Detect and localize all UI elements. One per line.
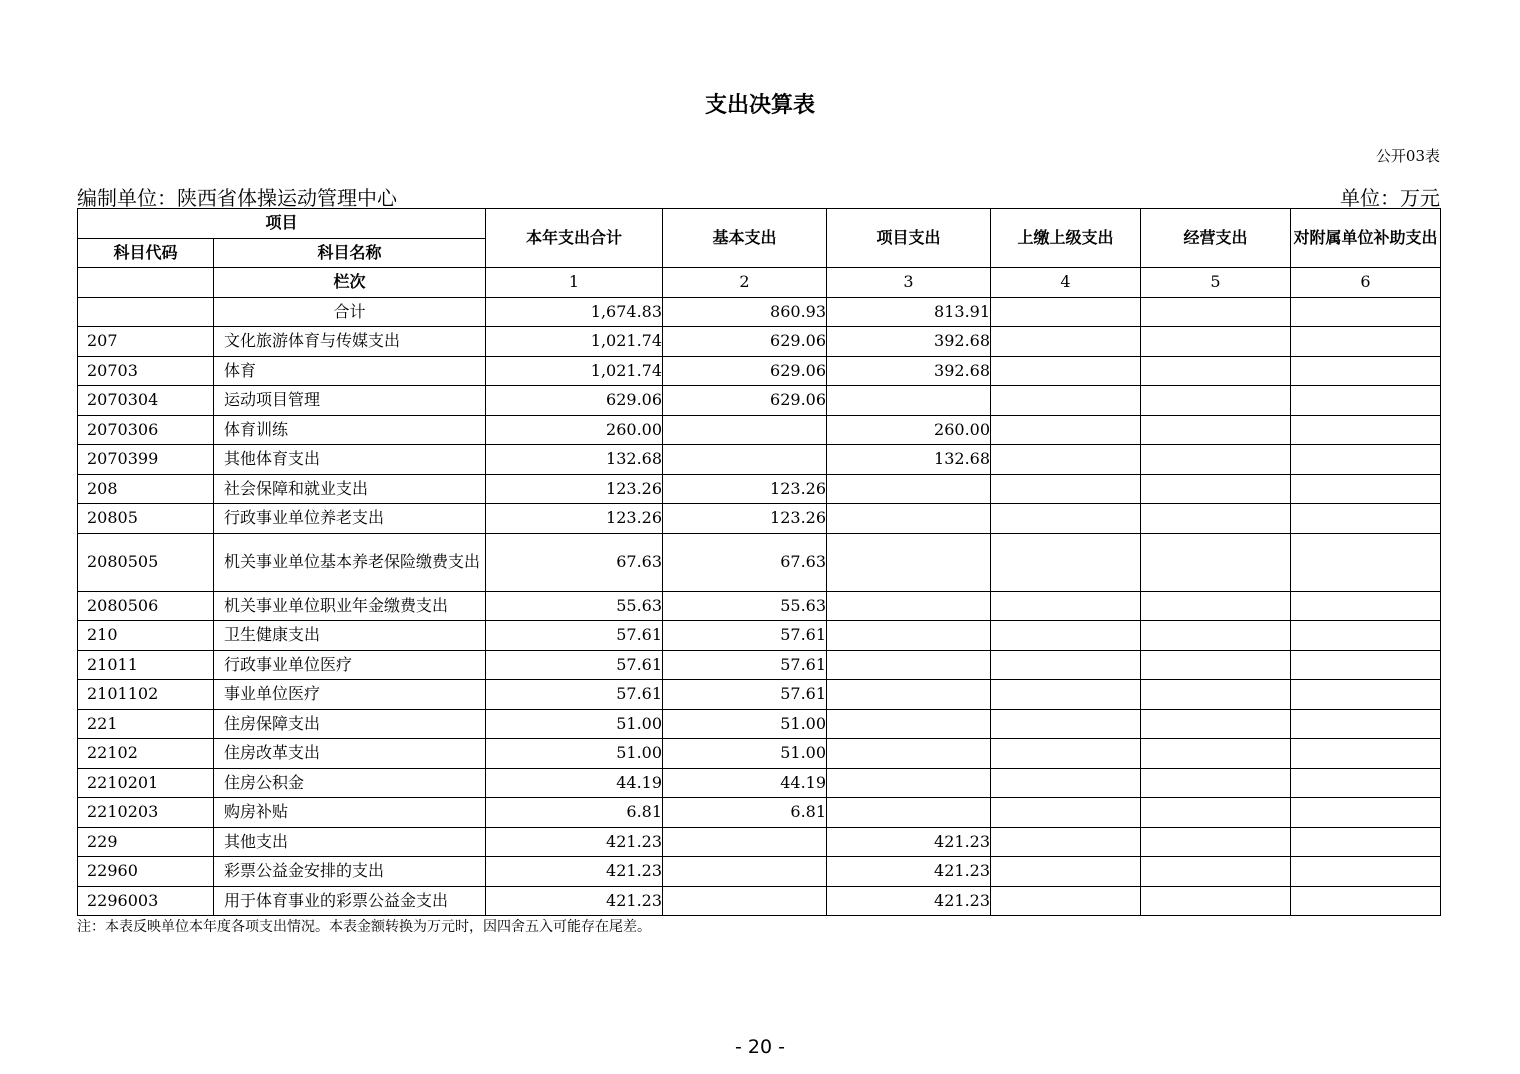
cell-subsidy xyxy=(1291,857,1441,887)
cell-project: 132.68 xyxy=(827,445,991,475)
cell-basic: 57.61 xyxy=(663,650,827,680)
cell-business xyxy=(1141,445,1291,475)
cell-upper xyxy=(991,621,1141,651)
cell-total: 57.61 xyxy=(486,650,663,680)
cell-subsidy xyxy=(1291,739,1441,769)
cell-total: 55.63 xyxy=(486,591,663,621)
header-item: 项目 xyxy=(78,209,486,239)
table-number: 公开03表 xyxy=(1375,147,1440,165)
cell-business xyxy=(1141,798,1291,828)
cell-project xyxy=(827,591,991,621)
table-row xyxy=(78,857,1441,887)
cell-code: 221 xyxy=(78,709,214,739)
cell-project xyxy=(827,533,991,591)
cell-upper xyxy=(991,386,1141,416)
footnote: 注：本表反映单位本年度各项支出情况。本表金额转换为万元时，因四舍五入可能存在尾差。 xyxy=(77,919,651,935)
cell-business xyxy=(1141,297,1291,327)
cell-project xyxy=(827,768,991,798)
cell-basic: 51.00 xyxy=(663,739,827,769)
cell-name: 机关事业单位职业年金缴费支出 xyxy=(214,591,486,621)
cell-project: 421.23 xyxy=(827,886,991,916)
cell-business xyxy=(1141,591,1291,621)
cell-subsidy xyxy=(1291,386,1441,416)
cell-name: 合计 xyxy=(214,297,486,327)
table-row xyxy=(78,327,1441,357)
cell-total: 123.26 xyxy=(486,474,663,504)
cell-total: 1,674.83 xyxy=(486,297,663,327)
table-row xyxy=(78,297,1441,327)
expenditure-table xyxy=(77,208,1441,916)
currency-unit: 单位：万元 xyxy=(1340,186,1440,210)
cell-name: 体育 xyxy=(214,356,486,386)
cell-total: 51.00 xyxy=(486,709,663,739)
cell-business xyxy=(1141,386,1291,416)
cell-project xyxy=(827,709,991,739)
cell-subsidy xyxy=(1291,886,1441,916)
cell-code: 2296003 xyxy=(78,886,214,916)
cell-name: 住房改革支出 xyxy=(214,739,486,769)
cell-code: 2080505 xyxy=(78,533,214,591)
cell-business xyxy=(1141,739,1291,769)
cell-name: 文化旅游体育与传媒支出 xyxy=(214,327,486,357)
cell-basic: 629.06 xyxy=(663,386,827,416)
cell-code: 210 xyxy=(78,621,214,651)
cell-business xyxy=(1141,857,1291,887)
table-row xyxy=(78,739,1441,769)
cell-business xyxy=(1141,356,1291,386)
cell-upper xyxy=(991,650,1141,680)
cell-code: 20805 xyxy=(78,504,214,534)
table-body xyxy=(78,297,1441,916)
cell-business xyxy=(1141,886,1291,916)
cell-upper xyxy=(991,356,1141,386)
cell-total: 421.23 xyxy=(486,827,663,857)
cell-business xyxy=(1141,621,1291,651)
cell-name: 卫生健康支出 xyxy=(214,621,486,651)
cell-upper xyxy=(991,474,1141,504)
cell-upper xyxy=(991,798,1141,828)
cell-code: 2070306 xyxy=(78,415,214,445)
cell-total: 51.00 xyxy=(486,739,663,769)
cell-basic: 629.06 xyxy=(663,356,827,386)
table-row xyxy=(78,356,1441,386)
cell-business xyxy=(1141,768,1291,798)
cell-code xyxy=(78,297,214,327)
cell-subsidy xyxy=(1291,650,1441,680)
cell-subsidy xyxy=(1291,798,1441,828)
cell-project: 392.68 xyxy=(827,327,991,357)
cell-project xyxy=(827,621,991,651)
table-row xyxy=(78,445,1441,475)
cell-basic: 55.63 xyxy=(663,591,827,621)
cell-basic: 44.19 xyxy=(663,768,827,798)
cell-basic xyxy=(663,415,827,445)
cell-total: 1,021.74 xyxy=(486,356,663,386)
cell-subsidy xyxy=(1291,504,1441,534)
column-number: 4 xyxy=(991,268,1141,298)
cell-upper xyxy=(991,768,1141,798)
cell-code: 2070304 xyxy=(78,386,214,416)
cell-subsidy xyxy=(1291,474,1441,504)
cell-upper xyxy=(991,415,1141,445)
cell-name: 其他支出 xyxy=(214,827,486,857)
table-row xyxy=(78,709,1441,739)
cell-name: 住房保障支出 xyxy=(214,709,486,739)
cell-name: 行政事业单位养老支出 xyxy=(214,504,486,534)
cell-project xyxy=(827,680,991,710)
cell-upper xyxy=(991,327,1141,357)
table-row xyxy=(78,768,1441,798)
cell-total: 123.26 xyxy=(486,504,663,534)
cell-name: 机关事业单位基本养老保险缴费支出 xyxy=(214,533,486,591)
cell-subsidy xyxy=(1291,827,1441,857)
cell-subsidy xyxy=(1291,768,1441,798)
cell-name: 其他体育支出 xyxy=(214,445,486,475)
cell-project xyxy=(827,650,991,680)
header-name: 科目名称 xyxy=(214,238,486,268)
table-row xyxy=(78,621,1441,651)
cell-basic xyxy=(663,857,827,887)
header-upper: 上缴上级支出 xyxy=(991,209,1141,268)
cell-basic: 51.00 xyxy=(663,709,827,739)
cell-upper xyxy=(991,445,1141,475)
cell-project xyxy=(827,504,991,534)
table-row xyxy=(78,827,1441,857)
cell-subsidy xyxy=(1291,680,1441,710)
table-row xyxy=(78,798,1441,828)
cell-total: 57.61 xyxy=(486,680,663,710)
cell-total: 421.23 xyxy=(486,886,663,916)
cell-subsidy xyxy=(1291,533,1441,591)
cell-code: 20703 xyxy=(78,356,214,386)
cell-upper xyxy=(991,857,1141,887)
cell-code: 22960 xyxy=(78,857,214,887)
table-row xyxy=(78,591,1441,621)
cell-subsidy xyxy=(1291,356,1441,386)
cell-code: 2070399 xyxy=(78,445,214,475)
cell-total: 629.06 xyxy=(486,386,663,416)
column-number: 1 xyxy=(486,268,663,298)
cell-upper xyxy=(991,827,1141,857)
cell-name: 彩票公益金安排的支出 xyxy=(214,857,486,887)
cell-basic: 629.06 xyxy=(663,327,827,357)
cell-business xyxy=(1141,327,1291,357)
cell-upper xyxy=(991,739,1141,769)
cell-upper xyxy=(991,533,1141,591)
cell-basic: 123.26 xyxy=(663,504,827,534)
cell-upper xyxy=(991,680,1141,710)
cell-subsidy xyxy=(1291,445,1441,475)
cell-project: 421.23 xyxy=(827,857,991,887)
cell-name: 体育训练 xyxy=(214,415,486,445)
cell-code: 207 xyxy=(78,327,214,357)
cell-business xyxy=(1141,415,1291,445)
cell-name: 行政事业单位医疗 xyxy=(214,650,486,680)
cell-basic xyxy=(663,445,827,475)
cell-basic: 57.61 xyxy=(663,621,827,651)
cell-name: 住房公积金 xyxy=(214,768,486,798)
cell-upper xyxy=(991,591,1141,621)
cell-project xyxy=(827,798,991,828)
table-row xyxy=(78,650,1441,680)
cell-total: 57.61 xyxy=(486,621,663,651)
cell-name: 运动项目管理 xyxy=(214,386,486,416)
cell-business xyxy=(1141,504,1291,534)
header-subsidy: 对附属单位补助支出 xyxy=(1291,209,1441,268)
compiling-unit: 编制单位：陕西省体操运动管理中心 xyxy=(77,186,397,210)
cell-subsidy xyxy=(1291,621,1441,651)
header-total: 本年支出合计 xyxy=(486,209,663,268)
cell-basic: 6.81 xyxy=(663,798,827,828)
cell-code: 208 xyxy=(78,474,214,504)
cell-project xyxy=(827,386,991,416)
page-number: - 20 - xyxy=(735,1036,785,1058)
lanci-blank xyxy=(78,268,214,298)
cell-total: 1,021.74 xyxy=(486,327,663,357)
cell-name: 用于体育事业的彩票公益金支出 xyxy=(214,886,486,916)
cell-basic: 860.93 xyxy=(663,297,827,327)
table-row xyxy=(78,886,1441,916)
cell-basic: 67.63 xyxy=(663,533,827,591)
cell-subsidy xyxy=(1291,327,1441,357)
column-number: 5 xyxy=(1141,268,1291,298)
cell-subsidy xyxy=(1291,591,1441,621)
header-business: 经营支出 xyxy=(1141,209,1291,268)
cell-basic: 57.61 xyxy=(663,680,827,710)
cell-business xyxy=(1141,680,1291,710)
cell-subsidy xyxy=(1291,297,1441,327)
table-row xyxy=(78,504,1441,534)
cell-total: 260.00 xyxy=(486,415,663,445)
cell-total: 44.19 xyxy=(486,768,663,798)
cell-name: 购房补贴 xyxy=(214,798,486,828)
page-title: 支出决算表 xyxy=(704,93,815,118)
cell-business xyxy=(1141,709,1291,739)
header-lanci: 栏次 xyxy=(214,268,486,298)
cell-basic xyxy=(663,827,827,857)
column-number: 3 xyxy=(827,268,991,298)
cell-name: 事业单位医疗 xyxy=(214,680,486,710)
cell-total: 67.63 xyxy=(486,533,663,591)
cell-project: 260.00 xyxy=(827,415,991,445)
table-row xyxy=(78,474,1441,504)
cell-name: 社会保障和就业支出 xyxy=(214,474,486,504)
cell-code: 2101102 xyxy=(78,680,214,710)
cell-basic xyxy=(663,886,827,916)
cell-business xyxy=(1141,533,1291,591)
cell-upper xyxy=(991,297,1141,327)
table-row xyxy=(78,386,1441,416)
cell-code: 2210201 xyxy=(78,768,214,798)
cell-subsidy xyxy=(1291,709,1441,739)
table-row xyxy=(78,680,1441,710)
cell-code: 2210203 xyxy=(78,798,214,828)
cell-project: 421.23 xyxy=(827,827,991,857)
table-row xyxy=(78,533,1441,591)
cell-project: 813.91 xyxy=(827,297,991,327)
header-basic: 基本支出 xyxy=(663,209,827,268)
cell-basic: 123.26 xyxy=(663,474,827,504)
cell-subsidy xyxy=(1291,415,1441,445)
cell-upper xyxy=(991,709,1141,739)
header-code: 科目代码 xyxy=(78,238,214,268)
cell-business xyxy=(1141,474,1291,504)
column-number: 2 xyxy=(663,268,827,298)
cell-code: 21011 xyxy=(78,650,214,680)
cell-code: 229 xyxy=(78,827,214,857)
cell-total: 6.81 xyxy=(486,798,663,828)
table-row xyxy=(78,415,1441,445)
cell-business xyxy=(1141,650,1291,680)
cell-code: 2080506 xyxy=(78,591,214,621)
header-project: 项目支出 xyxy=(827,209,991,268)
cell-total: 421.23 xyxy=(486,857,663,887)
cell-total: 132.68 xyxy=(486,445,663,475)
column-number: 6 xyxy=(1291,268,1441,298)
cell-upper xyxy=(991,886,1141,916)
cell-upper xyxy=(991,504,1141,534)
cell-project xyxy=(827,739,991,769)
cell-project xyxy=(827,474,991,504)
cell-business xyxy=(1141,827,1291,857)
cell-project: 392.68 xyxy=(827,356,991,386)
cell-code: 22102 xyxy=(78,739,214,769)
